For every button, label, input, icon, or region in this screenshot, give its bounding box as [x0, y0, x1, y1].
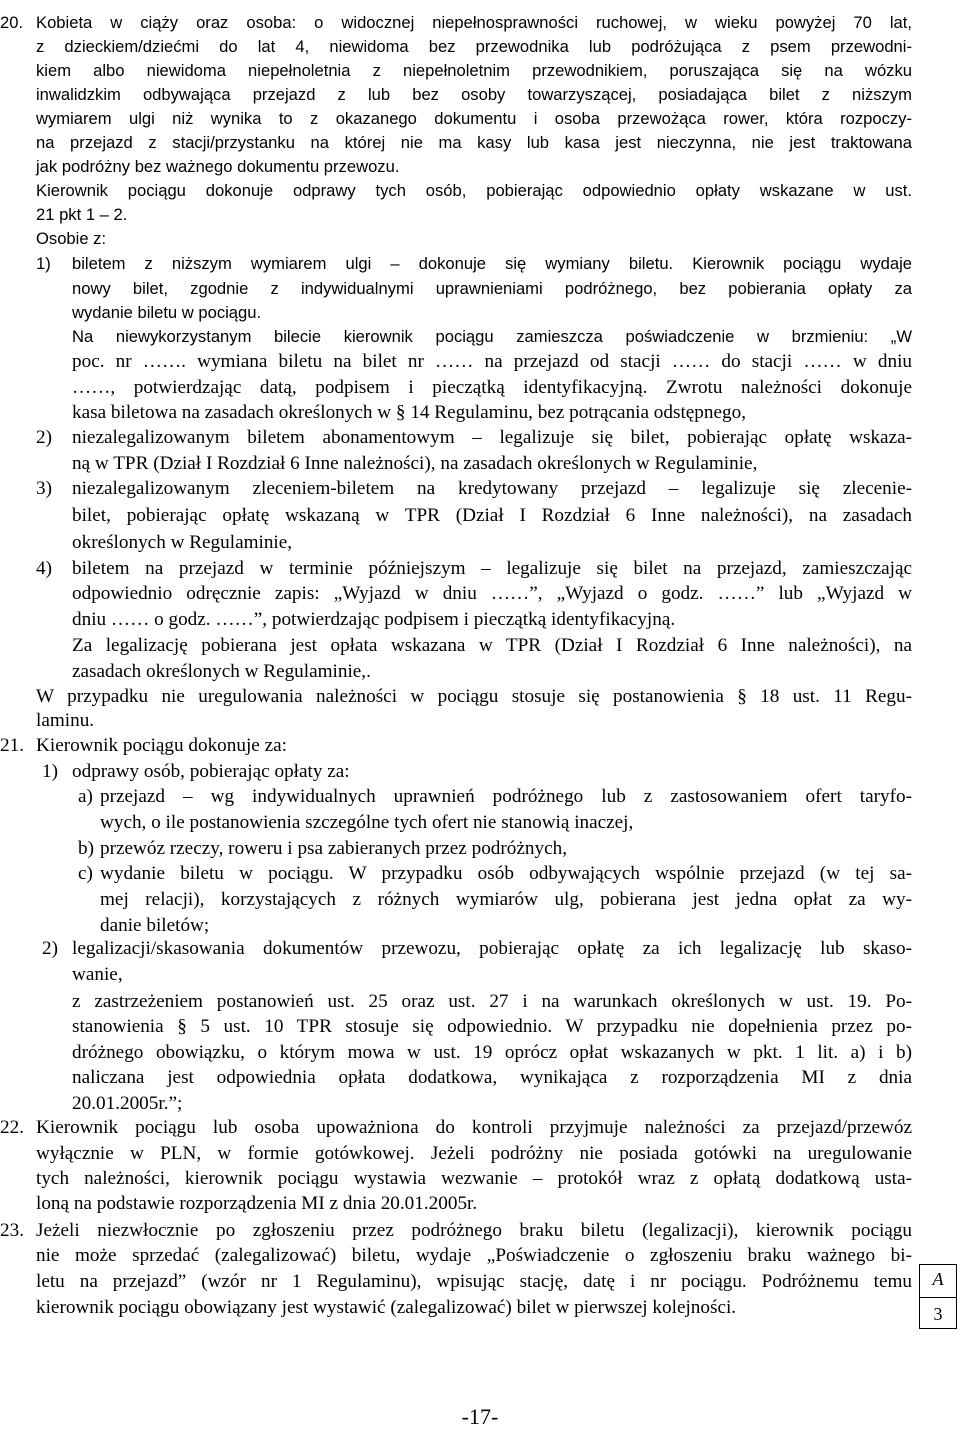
text-line-content: letu na przejazd” (wzór nr 1 Regulaminu), wpisując stację, datę i nr pociągu. Podróżnemu temu	[36, 1271, 912, 1292]
list-number: 4)	[36, 558, 52, 579]
list-number: b)	[78, 838, 94, 859]
text-line-content: niezalegalizowanym zleceniem-biletem na kredytowany przejazd – legalizuje się zlecenie-	[72, 478, 912, 499]
text-line-content: wych, o ile postanowienia szczególne tych ofert nie stanowią inaczej,	[100, 812, 634, 833]
text-line-content: wymiarem ulgi niż wynika to z okazanego dokumentu i osoba przewożąca rower, która rozpoczy-	[36, 109, 912, 128]
text-line-content: dniu …… o godz. ……”, potwierdzając podpisem i pieczątką identyfikacyjną.	[72, 609, 676, 630]
marker-number: 3	[933, 1304, 943, 1324]
text-line-content: kierownik pociągu obowiązany jest wystawić (zalegalizować) bilet w pierwszej kolejności.	[36, 1297, 737, 1318]
text-line-content: odpowiednio odręcznie zapis: „Wyjazd w dniu ……”, „Wyjazd o godz. ……” lub „Wyjazd w	[72, 583, 912, 604]
text-line-content: wydanie biletu w pociągu. W przypadku osób odbywających wspólnie przejazd (w tej sa-	[100, 863, 912, 884]
text-line-content: W przypadku nie uregulowania należności w pociągu stosuje się postanowienia § 18 ust. 11 Regu-	[36, 686, 912, 707]
text-line-content: biletem z niższym wymiarem ulgi – dokonuje się wymiany biletu. Kierownik pociągu wydaje	[72, 254, 912, 273]
text-line-content: wydanie biletu w pociągu.	[72, 303, 262, 322]
text-line-content: jak podróżny bez ważnego dokumentu przewozu.	[36, 157, 400, 176]
list-number: c)	[78, 863, 93, 884]
text-line-content: określonych w Regulaminie,	[72, 532, 293, 553]
text-line-content: Jeżeli niezwłocznie po zgłoszeniu przez podróżnego braku biletu (legalizacji), kierownik pociągu	[36, 1220, 912, 1241]
text-line-content: 21 pkt 1 – 2.	[36, 205, 128, 224]
text-line-content: laminu.	[36, 710, 95, 731]
text-line-content: mej relacji), korzystających z różnych wymiarów ulg, pobierana jest jedna opłat za wy-	[100, 889, 912, 910]
text-line-content: poc. nr ……. wymiana biletu na bilet nr …… na przejazd od stacji …… do stacji …… w dniu	[72, 351, 912, 372]
list-number: a)	[78, 786, 93, 807]
list-number: 3)	[36, 478, 52, 499]
text-line-content: wyłącznie w PLN, w formie gotówkowej. Jeżeli podróżny nie posiada gotówki na uregulowanie	[36, 1143, 912, 1164]
text-line-content: ……, potwierdzając datą, podpisem i pieczątką identyfikacyjną. Zwrotu należności dokonuje	[72, 377, 912, 398]
text-line-content: dróżnego obowiązku, o którym mowa w ust. 19 oprócz opłat wskazanych w pkt. 1 lit. a) i b)	[72, 1042, 912, 1063]
text-line-content: naliczana jest odpowiednia opłata dodatkowa, wynikająca z rozporządzenia MI z dnia	[72, 1067, 912, 1088]
text-line-content: kasa biletowa na zasadach określonych w § 14 Regulaminu, bez potrącania odstępnego,	[72, 402, 746, 423]
text-line-content: przejazd – wg indywidualnych uprawnień podróżnego lub z zastosowaniem ofert taryfo-	[100, 786, 912, 807]
list-number: 1)	[36, 254, 51, 273]
amendment-marker	[919, 1264, 957, 1329]
text-line-content: nowy bilet, zgodnie z indywidualnymi uprawnieniami podróżnego, bez pobierania opłaty za	[72, 279, 912, 298]
list-number: 1)	[42, 761, 58, 782]
text-line-content: odprawy osób, pobierając opłaty za:	[72, 761, 350, 782]
text-line-content: zasadach określonych w Regulaminie,.	[72, 661, 371, 682]
text-line-content: 20.01.2005r.”;	[72, 1093, 183, 1114]
text-line-content: na przejazd z stacji/przystanku na której nie ma kasy lub kasa jest nieczynna, nie jest traktowana	[36, 133, 912, 152]
text-line-content: inwalidzkim odbywająca przejazd z lub bez osoby towarzyszącej, posiadająca bilet z niższym	[36, 85, 912, 104]
text-line-content: Kierownik pociągu lub osoba upoważniona do kontroli przyjmuje należności za przejazd/przewóz	[36, 1117, 912, 1138]
text-line-content: legalizacji/skasowania dokumentów przewozu, pobierając opłatę za ich legalizację lub skaso-	[72, 938, 912, 959]
text-line-content: Osobie z:	[36, 229, 107, 248]
text-line-content: Kierownik pociągu dokonuje odprawy tych osób, pobierając odpowiednio opłaty wskazane w ust.	[36, 181, 912, 200]
list-number: 2)	[42, 938, 58, 959]
text-line-content: loną na podstawie rozporządzenia MI z dnia 20.01.2005r.	[36, 1193, 478, 1214]
list-number: 2)	[36, 427, 52, 448]
text-line-content: nie może sprzedać (zalegalizować) biletu, wydaje „Poświadczenie o zgłoszeniu braku ważnego bi-	[36, 1245, 912, 1266]
text-line-content: stanowienia § 5 ust. 10 TPR stosuje się odpowiednio. W przypadku nie dopełnienia przez po-	[72, 1016, 912, 1037]
text-line-content: przewóz rzeczy, roweru i psa zabieranych przez podróżnych,	[100, 838, 567, 859]
text-line-content: Za legalizację pobierana jest opłata wskazana w TPR (Dział I Rozdział 6 Inne należności), na	[72, 635, 912, 656]
list-number: 23.	[0, 1220, 24, 1241]
text-line-content: Kierownik pociągu dokonuje za:	[36, 735, 287, 756]
text-line-content: Na niewykorzystanym bilecie kierownik pociągu zamieszcza poświadczenie w brzmieniu: „W	[72, 327, 912, 346]
text-line-content: kiem albo niewidoma niepełnoletnia z niepełnoletnim przewodnikiem, poruszająca się na wózku	[36, 61, 912, 80]
marker-letter: A	[932, 1269, 944, 1289]
text-line-content: z dzieckiem/dziećmi do lat 4, niewidoma bez przewodnika lub podróżująca z psem przewodni-	[36, 37, 912, 56]
text-line-content: z zastrzeżeniem postanowień ust. 25 oraz ust. 27 i na warunkach określonych w ust. 19. Po-	[72, 991, 912, 1012]
text-line-content: biletem na przejazd w terminie późniejszym – legalizuje się bilet na przejazd, zamieszczając	[72, 558, 912, 579]
marker-divider	[920, 1297, 956, 1298]
text-line-content: wanie,	[72, 964, 123, 985]
text-line-content: niezalegalizowanym biletem abonamentowym – legalizuje się bilet, pobierając opłatę wskaza-	[72, 427, 912, 448]
text-line-content: bilet, pobierając opłatę wskazaną w TPR (Dział I Rozdział 6 Inne należności), na zasadach	[72, 505, 912, 526]
list-number: 20.	[0, 13, 24, 32]
page-number: -17-	[461, 1404, 499, 1429]
text-line-content: tych należności, kierownik pociągu wystawia wezwanie – protokół wraz z opłatą dodatkową usta-	[36, 1168, 912, 1189]
list-number: 22.	[0, 1117, 24, 1138]
text-line-content: ną w TPR (Dział I Rozdział 6 Inne należności), na zasadach określonych w Regulaminie,	[72, 453, 758, 474]
text-line-content: danie biletów;	[100, 915, 210, 936]
list-number: 21.	[0, 735, 24, 756]
text-line-content: Kobieta w ciąży oraz osoba: o widocznej niepełnosprawności ruchowej, w wieku powyżej 70 lat,	[36, 13, 912, 32]
